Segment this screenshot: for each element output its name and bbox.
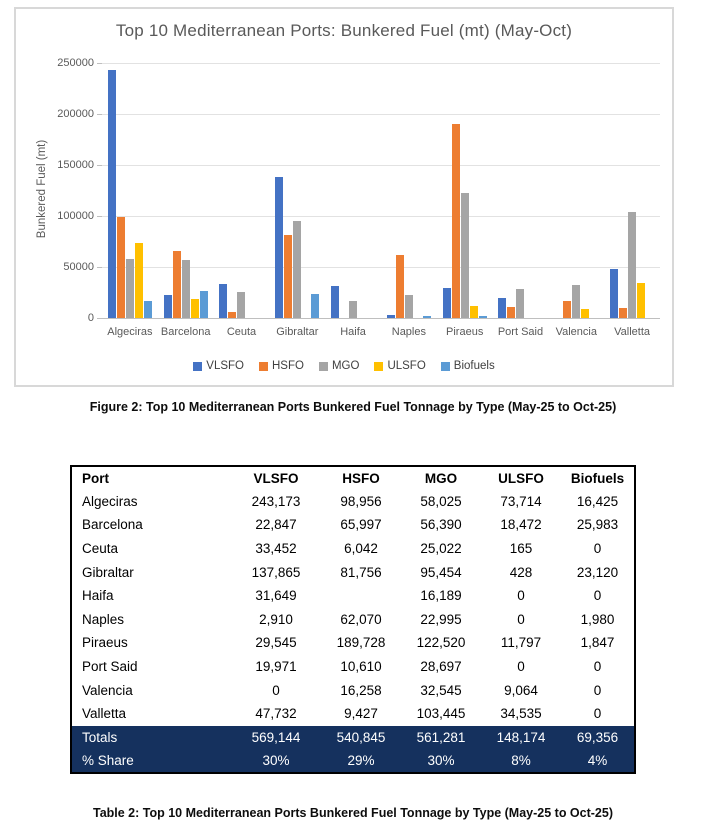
table-cell: 0 <box>593 541 602 557</box>
bar-group-algeciras <box>102 63 158 318</box>
table-cell: 33,452 <box>255 541 297 557</box>
table-cell: 9,427 <box>344 706 378 722</box>
table-cell: 29% <box>347 752 375 768</box>
bar-biofuels-gibraltar <box>311 294 319 318</box>
legend-label: VLSFO <box>206 360 244 372</box>
bar-ulsfo-valencia <box>581 309 589 318</box>
bar-ulsfo-valletta <box>637 283 645 318</box>
table-cell: 0 <box>593 659 602 675</box>
legend-label: HSFO <box>272 360 304 372</box>
y-tick-label: 0 <box>87 311 94 324</box>
bar-mgo-piraeus <box>461 193 469 318</box>
table-cell: 10,610 <box>340 659 382 675</box>
table-cell: 243,173 <box>251 493 301 509</box>
x-axis-labels <box>102 326 660 338</box>
bar-biofuels-algeciras <box>144 301 152 318</box>
table-cell: 540,845 <box>336 729 386 745</box>
legend-label: Biofuels <box>453 360 495 372</box>
bar-mgo-haifa <box>349 301 357 318</box>
table-cell: 81,756 <box>340 564 382 580</box>
x-axis-label-valletta: Valletta <box>614 326 650 338</box>
table-cell: 32,545 <box>420 682 462 698</box>
bar-vlsfo-port-said <box>498 298 506 318</box>
bar-mgo-gibraltar <box>293 221 301 318</box>
table-row <box>71 655 635 679</box>
table-cell: 16,189 <box>420 588 462 604</box>
bar-hsfo-algeciras <box>117 217 125 318</box>
legend-item-biofuels <box>441 360 495 372</box>
header-cell: Biofuels <box>570 470 625 486</box>
table-cell: 73,714 <box>500 493 542 509</box>
table-cell: 16,425 <box>576 493 619 509</box>
figure-caption: Figure 2: Top 10 Mediterranean Ports Bunkered Fuel Tonnage by Type (May-25 to Oct-25) <box>89 400 617 414</box>
table-cell: 34,535 <box>500 706 542 722</box>
plot-area <box>102 63 660 319</box>
y-tick-label: 250000 <box>57 56 94 69</box>
table-cell: Gibraltar <box>82 564 134 580</box>
header-cell: MGO <box>424 470 458 486</box>
bar-vlsfo-piraeus <box>443 288 451 318</box>
chart-title: Top 10 Mediterranean Ports: Bunkered Fuel (mt) (May-Oct) <box>115 21 573 40</box>
bar-vlsfo-naples <box>387 315 395 318</box>
bar-group-haifa <box>325 63 381 318</box>
y-tick-label: 100000 <box>57 209 94 222</box>
bar-group-gibraltar <box>269 63 325 318</box>
table-cell: % Share <box>82 752 134 768</box>
bar-mgo-valletta <box>628 212 636 318</box>
legend-item-ulsfo <box>374 360 425 372</box>
x-axis-label-gibraltar: Gibraltar <box>276 326 319 338</box>
table-row <box>71 678 635 702</box>
bar-mgo-valencia <box>572 285 580 318</box>
table-cell: 29,545 <box>255 635 297 651</box>
legend-label: ULSFO <box>387 360 426 372</box>
table-cell: 428 <box>509 564 533 580</box>
y-tick-label: 150000 <box>57 158 94 171</box>
bar-mgo-algeciras <box>126 259 134 318</box>
bar-mgo-ceuta <box>237 292 245 318</box>
bar-hsfo-naples <box>396 255 404 318</box>
bar-biofuels-barcelona <box>200 291 208 318</box>
bar-hsfo-ceuta <box>228 312 236 318</box>
table-cell: 58,025 <box>420 493 462 509</box>
table-cell: 148,174 <box>496 729 546 745</box>
legend-item-mgo <box>319 360 359 372</box>
legend-swatch-icon <box>193 362 202 371</box>
header-cell: Port <box>82 470 109 486</box>
table-cell: Naples <box>82 611 125 627</box>
table-cell: 1,980 <box>580 611 615 627</box>
table-cell: 25,022 <box>420 541 462 557</box>
table-cell: 22,995 <box>420 611 462 627</box>
table-cell: 65,997 <box>340 517 382 533</box>
bar-vlsfo-barcelona <box>164 295 172 318</box>
x-axis-label-barcelona: Barcelona <box>160 326 211 338</box>
table-cell: 103,445 <box>416 706 466 722</box>
table-cell: 18,472 <box>500 517 542 533</box>
x-axis-label-ceuta: Ceuta <box>226 326 257 338</box>
table-cell: 4% <box>587 752 608 768</box>
legend-swatch-icon <box>441 362 450 371</box>
bar-mgo-barcelona <box>182 260 190 318</box>
table-cell: 98,956 <box>340 493 382 509</box>
table-row <box>71 608 635 632</box>
bar-vlsfo-algeciras <box>108 70 116 318</box>
table-cell: 30% <box>427 752 455 768</box>
table-cell: 31,649 <box>255 588 297 604</box>
table-cell: 56,390 <box>420 517 462 533</box>
table-cell: 561,281 <box>416 729 466 745</box>
table-cell: 62,070 <box>340 611 382 627</box>
table-cell: 0 <box>517 611 525 627</box>
table-cell: 19,971 <box>255 659 297 675</box>
table-cell: 95,454 <box>420 564 462 580</box>
table-cell: Piraeus <box>82 635 128 651</box>
x-axis-label-valencia: Valencia <box>555 326 597 338</box>
header-cell: ULSFO <box>498 470 544 486</box>
legend-label: MGO <box>331 360 360 372</box>
table-cell: Haifa <box>82 588 114 604</box>
table-row <box>71 702 635 726</box>
table-row <box>71 537 635 561</box>
table-cell: 0 <box>593 706 602 722</box>
y-tick-label: 50000 <box>63 260 94 273</box>
table-row <box>71 584 635 608</box>
table-cell: 69,356 <box>576 729 619 745</box>
bar-group-valencia <box>548 63 604 318</box>
table-cell: 2,910 <box>259 611 293 627</box>
table-cell: 1,847 <box>580 635 615 651</box>
table-cell: 47,732 <box>255 706 297 722</box>
bar-group-naples <box>381 63 437 318</box>
bar-mgo-naples <box>405 295 413 318</box>
table-cell: Valletta <box>82 706 127 722</box>
bar-vlsfo-ceuta <box>219 284 227 318</box>
x-axis-label-port-said: Port Said <box>497 326 544 338</box>
table-cell: 137,865 <box>251 564 301 580</box>
bar-hsfo-piraeus <box>452 124 460 318</box>
bar-hsfo-valencia <box>563 301 571 318</box>
bar-biofuels-naples <box>423 316 431 318</box>
bar-ulsfo-barcelona <box>191 299 199 318</box>
table-row <box>71 631 635 655</box>
table-cell: Ceuta <box>82 541 119 557</box>
table-cell: 189,728 <box>336 635 386 651</box>
table-cell: 9,064 <box>504 682 538 698</box>
bar-hsfo-gibraltar <box>284 235 292 318</box>
table-header-row <box>71 466 635 490</box>
table-cell: 122,520 <box>416 635 466 651</box>
table-cell: 16,258 <box>340 682 382 698</box>
bar-biofuels-piraeus <box>479 316 487 318</box>
table-cell: 0 <box>517 659 525 675</box>
x-axis-label-naples: Naples <box>391 326 426 338</box>
table-cell <box>321 584 401 608</box>
table-cell: Barcelona <box>82 517 143 533</box>
table-caption: Table 2: Top 10 Mediterranean Ports Bunkered Fuel Tonnage by Type (May-25 to Oct-25) <box>92 806 613 820</box>
bar-hsfo-barcelona <box>173 251 181 318</box>
bar-mgo-port-said <box>516 289 524 318</box>
table-cell: Algeciras <box>82 493 138 509</box>
header-cell: HSFO <box>342 470 380 486</box>
bar-group-ceuta <box>214 63 270 318</box>
x-axis-label-algeciras: Algeciras <box>107 326 153 338</box>
table-cell: 0 <box>517 588 525 604</box>
table-cell: 165 <box>509 541 533 557</box>
table-cell: 0 <box>272 682 280 698</box>
legend-swatch-icon <box>374 362 383 371</box>
y-tick-label: 200000 <box>57 107 94 120</box>
table-row <box>71 490 635 514</box>
chart-figure <box>14 7 674 387</box>
table-cell: 8% <box>511 752 531 768</box>
table-share-row <box>71 749 635 773</box>
table-cell: 22,847 <box>255 517 297 533</box>
bar-group-piraeus <box>437 63 493 318</box>
bar-group-valletta <box>604 63 660 318</box>
table-cell: 0 <box>593 682 602 698</box>
table-cell: 6,042 <box>344 541 378 557</box>
table-cell: 23,120 <box>576 564 619 580</box>
table-cell: 28,697 <box>420 659 462 675</box>
legend-swatch-icon <box>319 362 328 371</box>
table-totals-row <box>71 726 635 750</box>
bar-hsfo-port-said <box>507 307 515 318</box>
table-cell: 569,144 <box>251 729 301 745</box>
legend-item-hsfo <box>259 360 304 372</box>
legend-item-vlsfo <box>193 360 244 372</box>
table-row <box>71 513 635 537</box>
bar-groups <box>102 63 660 318</box>
table-cell: Totals <box>82 729 118 745</box>
legend-swatch-icon <box>259 362 268 371</box>
table-row <box>71 560 635 584</box>
table-cell: Valencia <box>82 682 133 698</box>
table-cell: 25,983 <box>576 517 619 533</box>
x-axis-label-haifa: Haifa <box>340 326 366 338</box>
data-table <box>70 465 636 774</box>
bar-ulsfo-piraeus <box>470 306 478 318</box>
table-cell: 0 <box>593 588 602 604</box>
bar-vlsfo-gibraltar <box>275 177 283 318</box>
bar-ulsfo-algeciras <box>135 243 143 318</box>
y-axis-title: Bunkered Fuel (mt) <box>36 139 48 239</box>
bar-group-barcelona <box>158 63 214 318</box>
bar-group-port-said <box>493 63 549 318</box>
table-cell: Port Said <box>82 659 138 675</box>
bar-vlsfo-valletta <box>610 269 618 318</box>
x-axis-label-piraeus: Piraeus <box>446 326 484 338</box>
bar-vlsfo-haifa <box>331 286 339 318</box>
table-cell: 30% <box>262 752 290 768</box>
header-cell: VLSFO <box>253 470 299 486</box>
table-cell: 11,797 <box>500 635 542 651</box>
chart-legend <box>16 360 672 372</box>
bar-hsfo-valletta <box>619 308 627 318</box>
